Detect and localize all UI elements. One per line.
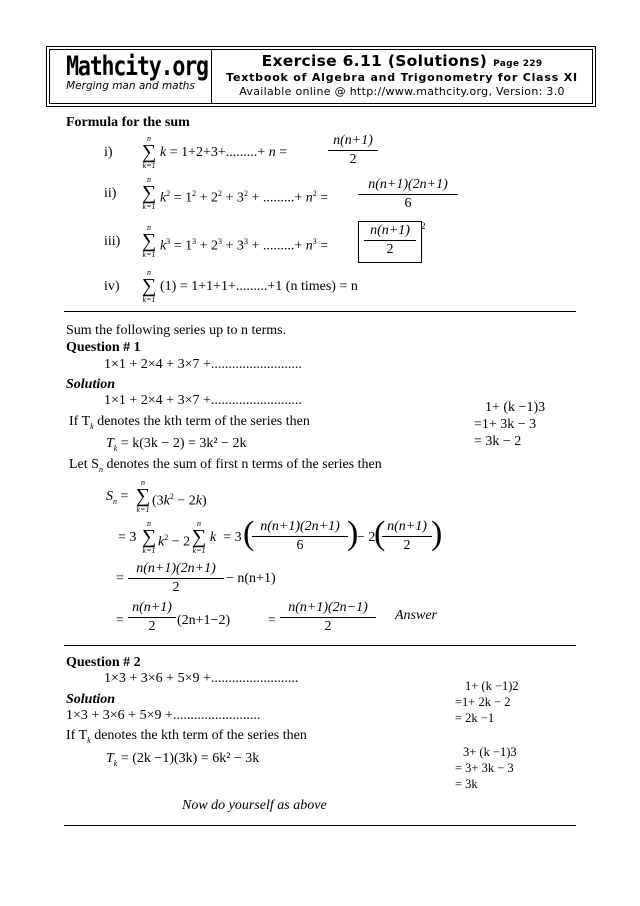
solution-label: Solution <box>66 692 116 707</box>
formula-iii-fraction: $\frac{n(n+1)}{2}$ <box>364 222 416 259</box>
sigma-symbol: n ∑ k=1 <box>141 519 157 555</box>
sigma-symbol: n ∑ k=1 <box>141 223 157 259</box>
sn-line-3-frac: $\frac{n(n+1)(2n+1)}{2}$ <box>128 560 224 597</box>
sn-line-2-start: = 3 <box>118 530 137 545</box>
formula-ii-label: ii) <box>104 186 117 201</box>
header-box <box>46 46 596 107</box>
side-calc-line-3: = 3k − 2 <box>474 434 522 449</box>
info-cell <box>212 50 592 103</box>
side-calc-a-line-1: 1+ (k −1)2 <box>465 679 519 693</box>
tk-definition: If $T_k$ denotes the kth term of the series then <box>66 728 307 745</box>
intro-text: Sum the following series up to n terms. <box>66 323 287 338</box>
side-calc-a-line-3: = 2k −1 <box>455 711 495 725</box>
solution-label: Solution <box>66 377 116 392</box>
tk-definition: If $T_k$ denotes the kth term of the series then <box>69 414 310 431</box>
formula-iii-label: iii) <box>104 234 121 249</box>
formula-i-label: i) <box>104 145 113 160</box>
logo-cell <box>50 50 212 103</box>
side-calc-b-line-1: 3+ (k −1)3 <box>463 745 517 759</box>
sigma-symbol: n ∑ k=1 <box>141 175 157 211</box>
equals: = <box>268 613 276 628</box>
sn-expression: $(3k^2 - 2k)$ <box>152 492 207 509</box>
sigma-symbol: n ∑ k=1 <box>141 134 157 170</box>
exercise-title: Exercise 6.11 (Solutions) Page 229 <box>261 52 543 70</box>
divider <box>64 645 576 646</box>
online-link[interactable]: Available online @ http://www.mathcity.org, Version: 3.0 <box>239 85 565 98</box>
sn-line-2-k: k = 3 <box>210 530 242 545</box>
question-2-label: Question # 2 <box>66 655 141 670</box>
question-2-series-again: 1×3 + 3×6 + 5×9 +......................... <box>66 708 261 723</box>
sn-line-3-rest: − n(n+1) <box>226 571 276 586</box>
question-2-series: 1×3 + 3×6 + 5×9 +......................... <box>104 671 299 686</box>
question-1-label: Question # 1 <box>66 340 141 355</box>
formula-i-lhs: k = 1+2+3+.........+ n = <box>160 145 288 160</box>
formula-i-fraction: $\frac{n(n+1)}{2}$ <box>328 132 378 169</box>
sn-definition: Let $S_n$ denotes the sum of first n terms of the series then <box>69 457 382 474</box>
paren-open: ( <box>243 515 255 552</box>
closing-note: Now do yourself as above <box>182 798 327 813</box>
side-calc-b-line-2: = 3+ 3k − 3 <box>455 761 514 775</box>
side-calc-line-1: 1+ (k −1)3 <box>485 400 546 415</box>
question-1-series: 1×1 + 2×4 + 3×7 +.......................... <box>104 357 302 372</box>
tagline: Merging man and maths <box>66 80 195 92</box>
answer-label: Answer <box>395 608 437 623</box>
sn-label: $S_n$ = <box>106 489 129 506</box>
formula-iv-label: iv) <box>104 279 120 294</box>
formula-heading: Formula for the sum <box>66 115 190 130</box>
tk-formula: $T_k = k(3k - 2) = 3k^2 - 2k$ <box>106 436 247 453</box>
sn-line-2-mid: $k^2 - 2$ <box>158 533 191 550</box>
textbook-subtitle: Textbook of Algebra and Trigonometry for Class XI <box>226 71 578 84</box>
sn-line-4-result: $\frac{n(n+1)(2n-1)}{2}$ <box>280 599 376 636</box>
minus-two: − 2 <box>357 530 376 545</box>
paren-close: ) <box>431 515 443 552</box>
formula-iii-lhs: $k^3 = 1^3 + 2^3 + 3^3$ + .........+ $n^3$ = <box>160 237 329 254</box>
site-logo[interactable]: Mathcity.org <box>66 51 208 82</box>
side-calc-a-line-2: =1+ 2k − 2 <box>455 695 511 709</box>
formula-ii-lhs: $k^2 = 1^2 + 2^2 + 3^2$ + .........+ $n^2$ = <box>160 189 329 206</box>
sn-line-4-frac: $\frac{n(n+1)}{2}$ <box>128 599 176 636</box>
page-number: Page 229 <box>493 59 543 69</box>
sigma-symbol: n ∑ k=1 <box>141 268 157 304</box>
sn-line-2-frac-1: $\frac{n(n+1)(2n+1)}{6}$ <box>252 518 348 555</box>
formula-ii-fraction: $\frac{n(n+1)(2n+1)}{6}$ <box>358 176 458 213</box>
divider <box>64 825 576 826</box>
question-1-series-again: 1×1 + 2×4 + 3×7 +.......................... <box>104 393 302 408</box>
equals: = <box>116 613 124 628</box>
sigma-symbol: n ∑ k=1 <box>135 478 151 514</box>
side-calc-line-2: =1+ 3k − 3 <box>474 417 537 432</box>
equals: = <box>116 571 124 586</box>
paren-open: ( <box>374 515 386 552</box>
sn-line-2-frac-2: $\frac{n(n+1)}{2}$ <box>382 518 432 555</box>
sn-line-4-mid: (2n+1−2) <box>177 613 231 628</box>
side-calc-b-line-3: = 3k <box>455 777 478 791</box>
cube-exponent: 2 <box>421 221 426 231</box>
formula-iv-text: (1) = 1+1+1+.........+1 (n times) = n <box>160 279 358 294</box>
paren-close: ) <box>347 515 359 552</box>
divider <box>64 311 576 312</box>
sigma-symbol: n ∑ k=1 <box>191 519 207 555</box>
tk-formula: $T_k = (2k -1)(3k) = 6k^2 - 3k$ <box>106 751 260 768</box>
